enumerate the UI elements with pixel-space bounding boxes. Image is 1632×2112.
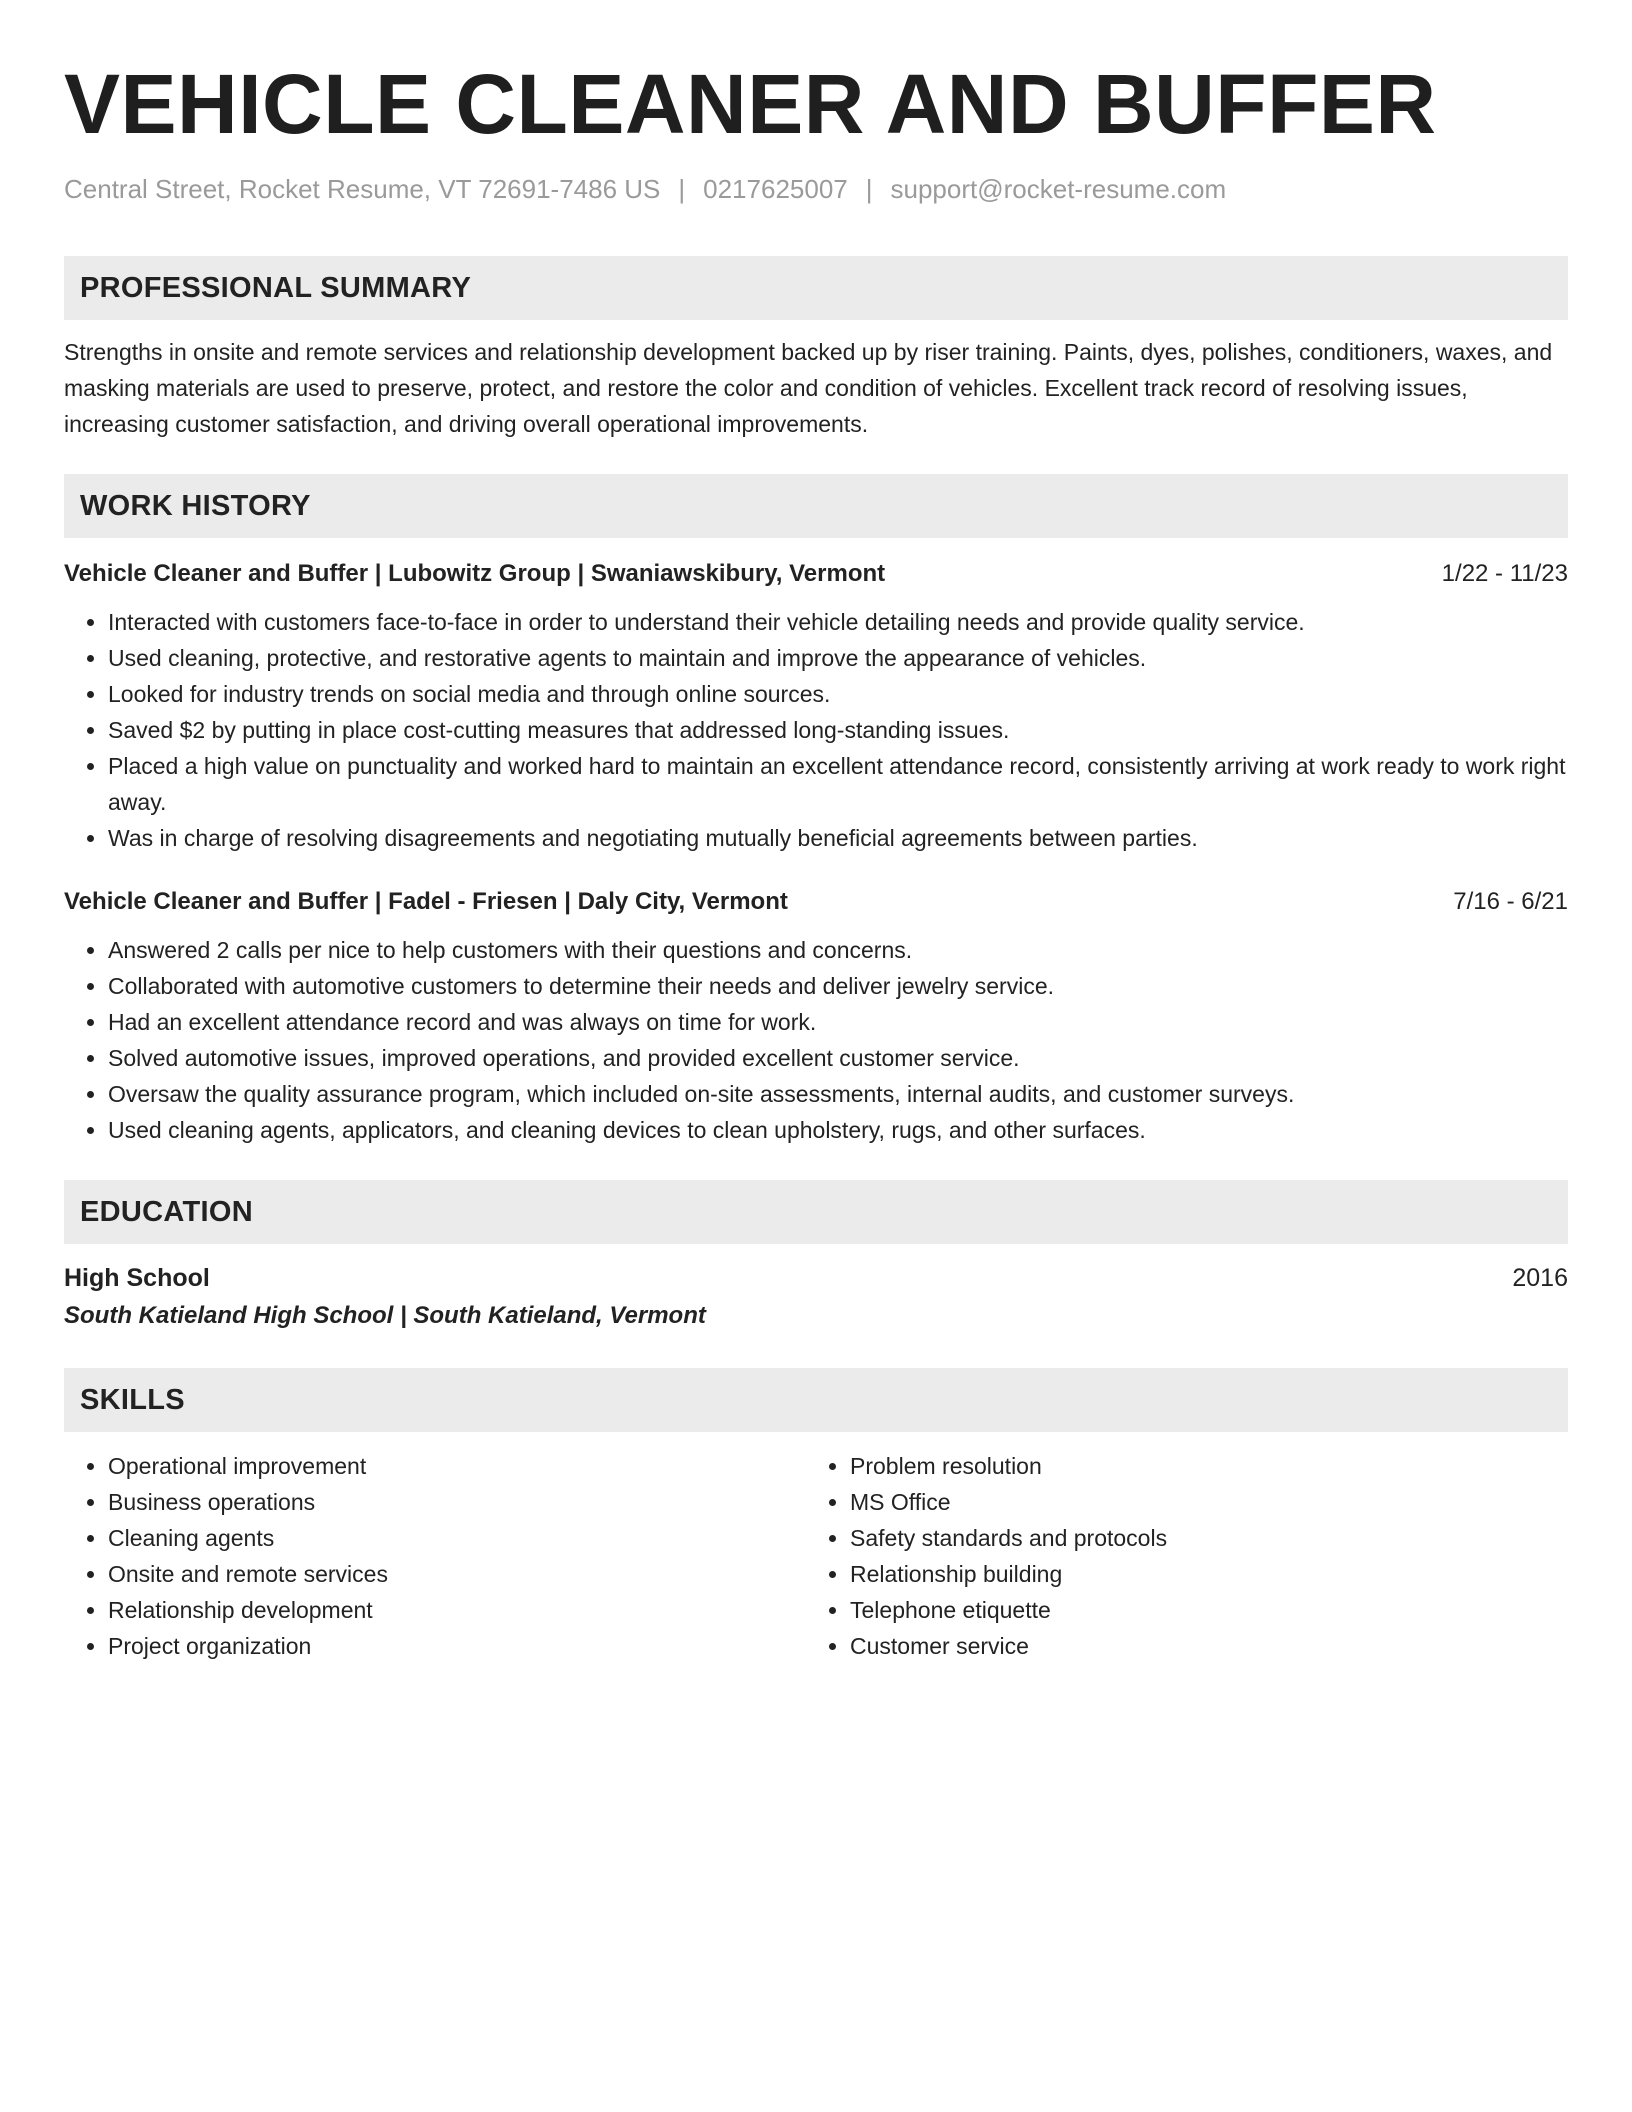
- job-title: Vehicle Cleaner and Buffer | Lubowitz Group | Swaniawskibury, Vermont: [64, 560, 886, 587]
- job-bullet: • Answered 2 calls per nice to help customers with their questions and concerns.: [108, 932, 1568, 968]
- job-bullet: • Oversaw the quality assurance program, which included on-site assessments, internal audits, and customer surveys.: [108, 1076, 1568, 1112]
- skills-grid: [64, 1448, 1568, 1664]
- job-bullets: [64, 932, 1568, 1148]
- job-entry: [64, 884, 1568, 1148]
- skill-item: • Business operations: [108, 1484, 806, 1520]
- work-history-heading: WORK HISTORY: [64, 474, 1568, 538]
- summary-section: [64, 256, 1568, 442]
- summary-text: Strengths in onsite and remote services and relationship development backed up by riser training. Paints, dyes, polishes, conditioners, waxes, and masking materials are used to preserve, protect, and restore the color and condition of vehicles. Excellent track record of resolving issues, increasing customer satisfaction, and driving overall operational improvements.: [64, 339, 1553, 437]
- skill-item: • Relationship building: [850, 1556, 1548, 1592]
- job-title: Vehicle Cleaner and Buffer | Fadel - Friesen | Daly City, Vermont: [64, 888, 788, 915]
- job-bullet: • Used cleaning, protective, and restorative agents to maintain and improve the appearance of vehicles.: [108, 640, 1568, 676]
- job-header: [64, 556, 1568, 592]
- skill-item: • Safety standards and protocols: [850, 1520, 1548, 1556]
- job-bullet: • Collaborated with automotive customers to determine their needs and deliver jewelry service.: [108, 968, 1568, 1004]
- skill-item: • Cleaning agents: [108, 1520, 806, 1556]
- skill-item: • Telephone etiquette: [850, 1592, 1548, 1628]
- education-year: 2016: [1512, 1264, 1568, 1292]
- contact-separator: |: [678, 174, 686, 204]
- contact-phone: 0217625007: [703, 174, 848, 204]
- skill-item: • Problem resolution: [850, 1448, 1548, 1484]
- job-bullet: • Was in charge of resolving disagreements and negotiating mutually beneficial agreements between parties.: [108, 820, 1568, 856]
- summary-heading: PROFESSIONAL SUMMARY: [64, 256, 1568, 320]
- skills-section: [64, 1368, 1568, 1664]
- work-history-section: [64, 474, 1568, 1148]
- job-bullet: • Used cleaning agents, applicators, and cleaning devices to clean upholstery, rugs, and other surfaces.: [108, 1112, 1568, 1148]
- skills-column-right: [806, 1448, 1548, 1664]
- job-header: [64, 884, 1568, 920]
- job-bullet: • Looked for industry trends on social media and through online sources.: [108, 676, 1568, 712]
- job-dates: 1/22 - 11/23: [1441, 560, 1568, 587]
- education-school: South Katieland High School | South Katieland, Vermont: [64, 1302, 706, 1329]
- resume-page: [64, 56, 1568, 1664]
- job-bullet: • Interacted with customers face-to-face in order to understand their vehicle detailing needs and provide quality service.: [108, 604, 1568, 640]
- job-bullet: • Saved $2 by putting in place cost-cutting measures that addressed long-standing issues.: [108, 712, 1568, 748]
- job-bullets: [64, 604, 1568, 856]
- skill-item: • Relationship development: [108, 1592, 806, 1628]
- skills-heading: SKILLS: [64, 1368, 1568, 1432]
- job-bullet: • Solved automotive issues, improved operations, and provided excellent customer service.: [108, 1040, 1568, 1076]
- education-section: [64, 1180, 1568, 1334]
- skills-list: [806, 1448, 1548, 1664]
- contact-separator: |: [865, 174, 873, 204]
- education-degree: High School: [64, 1264, 210, 1292]
- job-entry: [64, 556, 1568, 856]
- candidate-name: VEHICLE CLEANER AND BUFFER: [64, 57, 1437, 151]
- contact-address: Central Street, Rocket Resume, VT 72691-7486 US: [64, 174, 661, 204]
- skill-item: • Project organization: [108, 1628, 806, 1664]
- skills-column-left: [64, 1448, 806, 1664]
- skills-list: [64, 1448, 806, 1664]
- education-heading: EDUCATION: [64, 1180, 1568, 1244]
- contact-line: [64, 172, 1568, 206]
- skill-item: • MS Office: [850, 1484, 1548, 1520]
- skill-item: • Onsite and remote services: [108, 1556, 806, 1592]
- job-dates: 7/16 - 6/21: [1453, 888, 1568, 915]
- contact-email: support@rocket-resume.com: [890, 174, 1227, 204]
- job-bullet: • Had an excellent attendance record and was always on time for work.: [108, 1004, 1568, 1040]
- skill-item: • Customer service: [850, 1628, 1548, 1664]
- job-bullet: • Placed a high value on punctuality and worked hard to maintain an excellent attendance record, consistently arriving at work ready to work right away.: [108, 748, 1568, 820]
- education-header: [64, 1260, 1568, 1296]
- skill-item: • Operational improvement: [108, 1448, 806, 1484]
